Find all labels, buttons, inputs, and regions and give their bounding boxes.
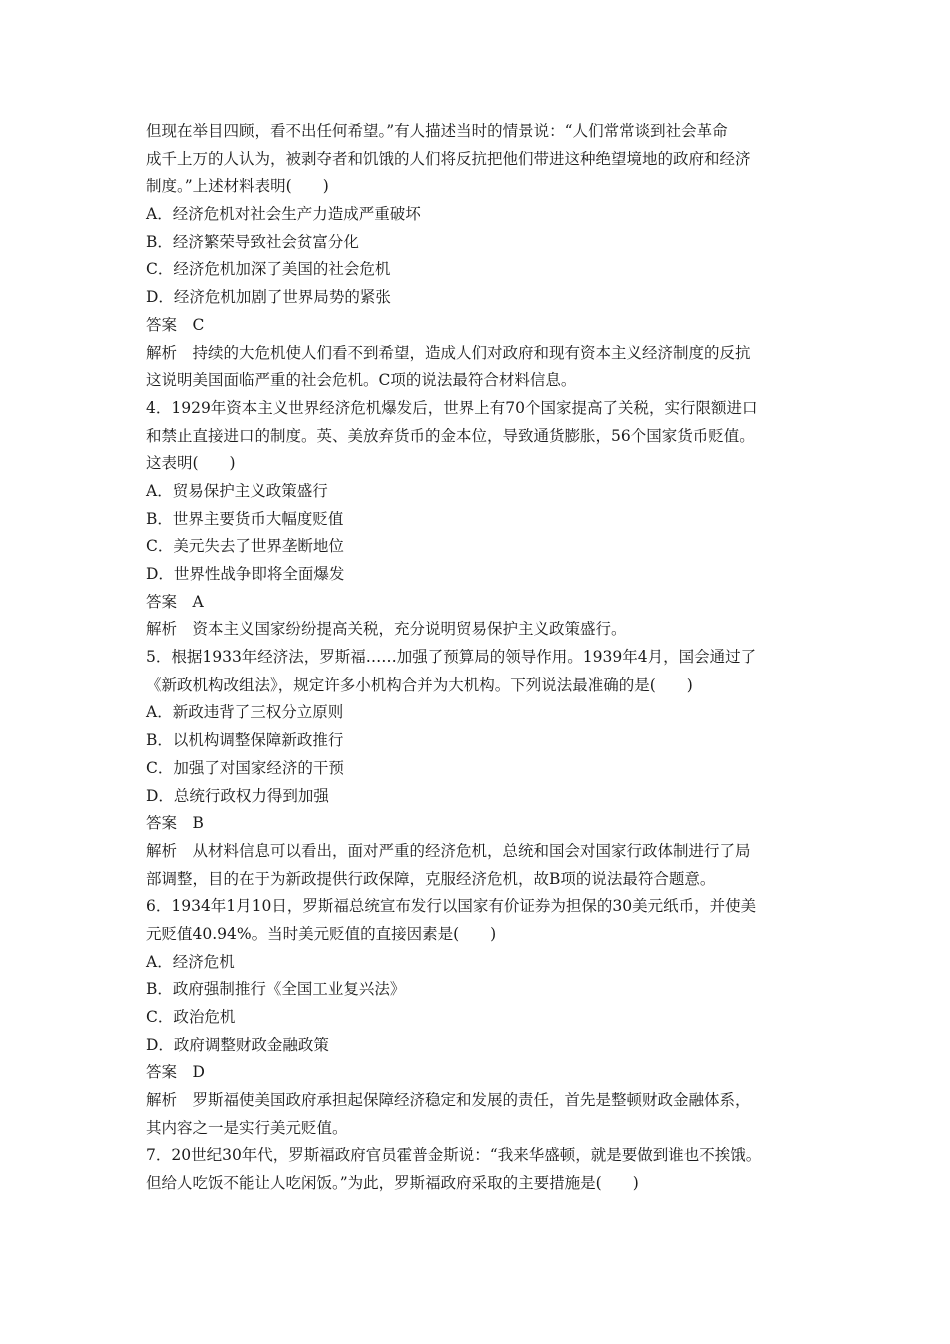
answer: 答案 D — [146, 1063, 205, 1082]
explanation: 部调整，目的在于为新政提供行政保障，克服经济危机，故B项的说法最符合题意。 — [146, 869, 716, 888]
option-d: D．总统行政权力得到加强 — [146, 786, 329, 805]
explanation: 其内容之一是实行美元贬值。 — [146, 1118, 348, 1137]
option-a: A．经济危机 — [146, 952, 235, 971]
option-d: D．经济危机加剧了世界局势的紧张 — [146, 288, 391, 307]
text-line: 制度。”上述材料表明( ) — [146, 177, 329, 196]
text-line: 成千上万的人认为，被剥夺者和饥饿的人们将反抗把他们带进这种绝望境地的政府和经济 — [146, 149, 751, 168]
document-page — [146, 118, 836, 1198]
option-a: A．贸易保护主义政策盛行 — [146, 481, 328, 500]
option-c: C．美元失去了世界垄断地位 — [146, 537, 344, 556]
option-b: B．经济繁荣导致社会贫富分化 — [146, 232, 359, 251]
explanation: 解析 罗斯福使美国政府承担起保障经济稳定和发展的责任，首先是整顿财政金融体系， — [146, 1091, 751, 1110]
option-c: C．加强了对国家经济的干预 — [146, 758, 344, 777]
answer: 答案 C — [146, 315, 205, 334]
explanation: 这说明美国面临严重的社会危机。C项的说法最符合材料信息。 — [146, 371, 577, 390]
option-c: C．政治危机 — [146, 1008, 236, 1026]
explanation: 解析 持续的大危机使人们看不到希望，造成人们对政府和现有资本主义经济制度的反抗 — [146, 343, 751, 362]
question-7: 但给人吃饭不能让人吃闲饭。”为此，罗斯福政府采取的主要措施是( ) — [146, 1174, 639, 1193]
text-line: 但现在举目四顾，看不出任何希望。”有人描述当时的情景说：“人们常常谈到社会革命 — [146, 122, 728, 140]
question-7: 7．20世纪30年代，罗斯福政府官员霍普金斯说：“我来华盛顿，就是要做到谁也不挨饿。 — [146, 1146, 762, 1165]
option-d: D．政府调整财政金融政策 — [146, 1035, 329, 1054]
question-5: 《新政机构改组法》，规定许多小机构合并为大机构。下列说法最准确的是( ) — [146, 675, 693, 694]
option-b: B．政府强制推行《全国工业复兴法》 — [146, 980, 406, 999]
question-4: 这表明( ) — [146, 454, 236, 473]
question-4: 4．1929年资本主义世界经济危机爆发后，世界上有70个国家提高了关税，实行限额进口 — [146, 398, 758, 417]
option-b: B．世界主要货币大幅度贬值 — [146, 509, 344, 528]
option-a: A．经济危机对社会生产力造成严重破坏 — [146, 205, 421, 224]
question-6: 元贬值40.94%。当时美元贬值的直接因素是( ) — [146, 924, 497, 943]
question-4: 和禁止直接进口的制度。英、美放弃货币的金本位，导致通货膨胀，56个国家货币贬值。 — [146, 426, 755, 445]
answer: 答案 B — [146, 814, 204, 833]
option-d: D．世界性战争即将全面爆发 — [146, 565, 345, 583]
question-6: 6．1934年1月10日，罗斯福总统宣布发行以国家有价证券为担保的30美元纸币，并使美 — [146, 897, 757, 916]
answer: 答案 A — [146, 592, 204, 611]
explanation: 解析 从材料信息可以看出，面对严重的经济危机，总统和国会对国家行政体制进行了局 — [146, 841, 751, 860]
explanation: 解析 资本主义国家纷纷提高关税，充分说明贸易保护主义政策盛行。 — [146, 620, 627, 639]
question-5: 5．根据1933年经济法，罗斯福……加强了预算局的领导作用。1939年4月，国会通过了 — [146, 648, 757, 667]
option-c: C．经济危机加深了美国的社会危机 — [146, 260, 391, 279]
option-a: A．新政违背了三权分立原则 — [146, 703, 344, 722]
option-b: B．以机构调整保障新政推行 — [146, 731, 344, 750]
